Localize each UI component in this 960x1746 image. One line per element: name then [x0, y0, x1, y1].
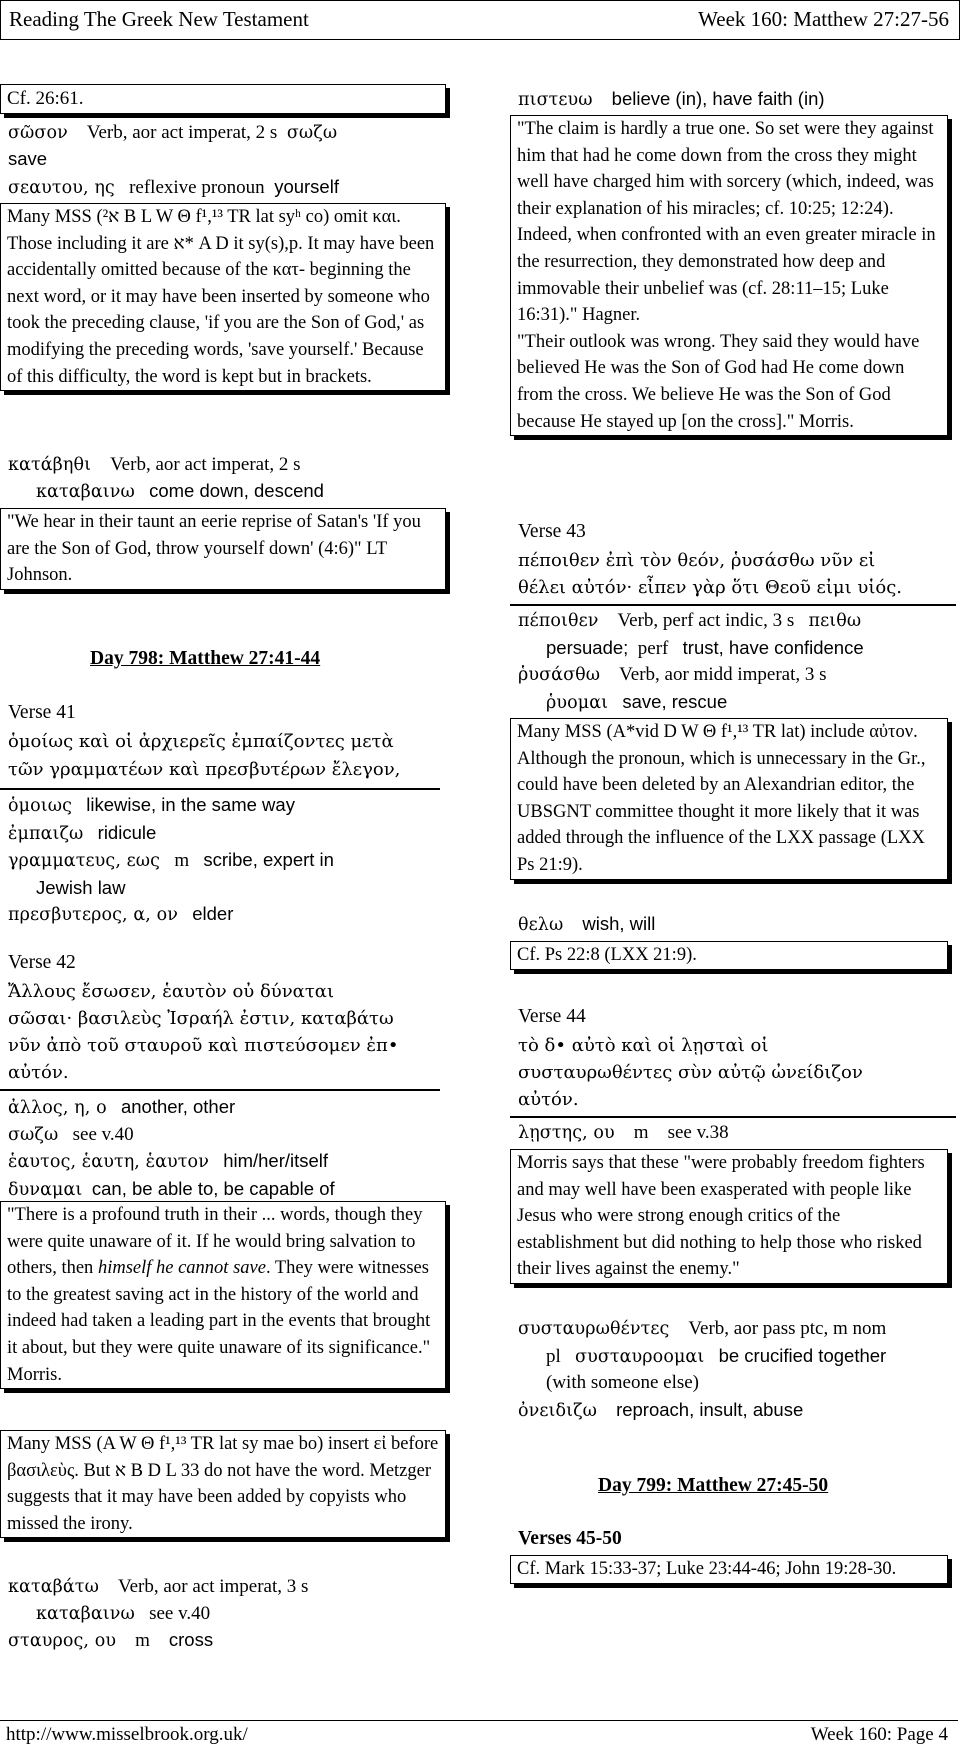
- greek-word: γραμματευς, εως: [8, 851, 161, 871]
- quote-italic: himself he cannot save: [97, 1258, 266, 1279]
- greek-word: ὁμοιως: [8, 796, 72, 816]
- verse-line: νῦν ἀπὸ τοῦ σταυροῦ καὶ πιστεύσομεν ἐπ•: [8, 1035, 399, 1056]
- greek-word: κατάβηθι: [8, 455, 92, 475]
- morris-quote-3: [510, 1149, 948, 1284]
- verse-line: πέποιθεν ἐπὶ τὸν θεόν, ῥυσάσθω νῦν εἰ: [518, 550, 876, 571]
- verse-line: αὐτόν.: [8, 1062, 69, 1083]
- vocab-item: [8, 1148, 442, 1176]
- verse-44-label: Verse 44: [518, 1006, 586, 1027]
- cf-ps-box: [510, 941, 948, 970]
- parse: Verb, aor midd imperat, 3 s: [619, 664, 827, 685]
- verse-line: Ἄλλους ἔσωσεν, ἑαυτὸν οὐ δύναται: [8, 981, 334, 1002]
- parse: Verb, aor act imperat, 3 s: [117, 1576, 309, 1597]
- verses-45-label: Verses 45-50: [518, 1528, 622, 1549]
- gloss: persuade;: [546, 636, 629, 658]
- gloss: yourself: [274, 176, 339, 197]
- verse-43-label: Verse 43: [518, 521, 586, 542]
- parse: Verb, aor pass ptc, m nom: [688, 1318, 887, 1339]
- footer-page: Week 160: Page 4: [810, 1724, 948, 1745]
- header-title: Reading The Greek New Testament: [9, 7, 309, 31]
- verse-line: ὁμοίως καὶ οἱ ἀρχιερεῖς ἐμπαίζοντες μετὰ: [8, 731, 394, 752]
- gloss: likewise, in the same way: [86, 794, 295, 815]
- vocab-item: [8, 1122, 442, 1149]
- textual-note-2: [0, 1430, 446, 1538]
- lexical-form: πειθω: [808, 611, 862, 631]
- parse: m: [135, 1630, 150, 1651]
- divider: [510, 1116, 956, 1118]
- gloss: believe (in), have faith (in): [611, 88, 825, 109]
- entry-katabethi: [8, 452, 438, 505]
- cf-text: Cf. Ps 22:8 (LXX 21:9).: [517, 945, 697, 965]
- page-header: [0, 0, 960, 40]
- greek-word: σῶσον: [8, 123, 68, 143]
- quote-text: "There is a profound truth in their ... words, though they were quite unaware of it. If he would bring salvation to others, then: [7, 1205, 423, 1279]
- cf-mark-box: [510, 1555, 948, 1584]
- parse: reflexive pronoun: [129, 177, 265, 198]
- verse-line: τῶν γραμματέων καὶ πρεσβυτέρων ἔλεγον,: [8, 759, 401, 780]
- entry-seautou: [8, 174, 438, 201]
- gloss: save, rescue: [622, 690, 728, 712]
- greek-word: πιστευω: [518, 90, 593, 110]
- verse-line: σῶσαι· βασιλεὺς Ἰσραήλ ἐστιν, καταβάτω: [8, 1008, 394, 1029]
- greek-word: ῥυσάσθω: [518, 665, 601, 685]
- parse: m: [633, 1122, 649, 1143]
- verse-41-text: [8, 728, 442, 784]
- footer-url[interactable]: http://www.misselbrook.org.uk/: [6, 1724, 248, 1745]
- parse: Verb, perf act indic, 3 s: [617, 610, 795, 631]
- day-799-heading: Day 799: Matthew 27:45-50: [598, 1475, 829, 1496]
- cf-text: Cf. Mark 15:33-37; Luke 23:44-46; John 19:28-30.: [517, 1559, 897, 1579]
- greek-word: θελω: [518, 915, 564, 935]
- entry-katabato: [8, 1574, 442, 1655]
- cf-text: Cf. 26:61.: [7, 88, 84, 109]
- textual-note-3: [510, 718, 948, 880]
- verse-44-text: [518, 1032, 954, 1113]
- gloss-cont: (with someone else): [546, 1372, 700, 1393]
- textual-note-text: Many MSS (א² B L W Θ f¹,¹³ TR lat syʰ co) omit και. Those including it are א* A D it sy(s),p. It may have been accidentally omitted because of the κατ- beginning the next word, or it may have been inserted by someone who took the preceding clause, 'if you are the Son of God,' as modifying the preceding words, 'save yourself.' Because of this difficulty, the word is kept but in brackets.: [7, 207, 435, 387]
- greek-word: σταυρος, ου: [8, 1631, 117, 1651]
- greek-word: πρεσβυτερος, α, ον: [8, 905, 178, 925]
- gloss: reproach, insult, abuse: [616, 1398, 804, 1420]
- verse-line: συσταυρωθέντες σὺν αὐτῷ ὠνείδιζον: [518, 1062, 863, 1083]
- lexical-form: ῥυομαι: [546, 692, 609, 713]
- greek-word: ἀλλος, η, ο: [8, 1098, 107, 1118]
- johnson-quote: [0, 508, 446, 590]
- gloss: wish, will: [582, 913, 656, 934]
- gloss: be crucified together: [718, 1344, 887, 1366]
- morris-quote-1: [0, 1201, 446, 1389]
- quote-text: "The claim is hardly a true one. So set were they against him that had he come down from the cross they might well have charged him with sorcery (which, indeed, was their explanation of his miracles; cf. 10:25; 12:24). Indeed, when confronted with an even greater miracle in the resurrection, they demonstrated how deep and immovable their unbelief was (cf. 28:11–15; Luke 16:31)." Hagner.: [517, 119, 936, 326]
- page-footer: [0, 1720, 958, 1745]
- header-week: Week 160: Matthew 27:27-56: [698, 7, 949, 31]
- quote-text: "Their outlook was wrong. They said they would have believed He was the Son of God had He come down from the cross. We believe He was the Son of God because He stayed up [on the cross]." Morris.: [517, 331, 920, 432]
- entry-thelo: [518, 911, 954, 938]
- vocab-item: [8, 792, 442, 820]
- verse-line: τὸ δ• αὐτὸ καὶ οἱ λῃσταὶ οἱ: [518, 1035, 769, 1056]
- greek-word: σεαυτου, ης: [8, 178, 115, 198]
- gloss: see v.40: [72, 1123, 134, 1145]
- entry-systauro: [518, 1316, 954, 1424]
- divider: [0, 788, 440, 790]
- lexical-form: καταβαινω: [36, 482, 135, 502]
- vocab-item: [8, 847, 442, 875]
- parse: m: [174, 850, 190, 871]
- verse-43-text: [518, 547, 954, 601]
- divider: [0, 1089, 440, 1091]
- entry-pepoithen: [518, 608, 954, 716]
- greek-word: καταβάτω: [8, 1577, 99, 1597]
- gloss: another, other: [120, 1096, 236, 1117]
- gloss-cont: Jewish law: [36, 876, 126, 898]
- hagner-quote: [510, 115, 948, 436]
- verse-41-label: Verse 41: [8, 702, 76, 723]
- lexical-form: συσταυροομαι: [575, 1346, 705, 1367]
- parse: Verb, aor act imperat, 2 s: [110, 454, 301, 475]
- entry-lestes: [518, 1120, 954, 1146]
- greek-word: δυναμαι: [8, 1179, 83, 1200]
- day-798-heading: Day 798: Matthew 27:41-44: [90, 648, 321, 669]
- gloss: can, be able to, be capable of: [91, 1177, 335, 1199]
- greek-word: ἐμπαιζω: [8, 823, 84, 844]
- parse: Verb, aor act imperat, 2 s: [86, 122, 278, 143]
- greek-word: ὀνειδιζω: [518, 1400, 598, 1421]
- greek-word: λῃστης, ου: [518, 1123, 615, 1143]
- vocab-item: [8, 901, 442, 929]
- verse-42-vocab: [8, 1094, 442, 1203]
- gloss: trust, have confidence: [682, 636, 864, 658]
- gloss: come down, descend: [149, 480, 324, 501]
- gloss: cross: [168, 1629, 214, 1650]
- verse-41-vocab: [8, 792, 442, 929]
- parse-cont: pl: [546, 1345, 561, 1367]
- lexical-form: σωζω: [286, 123, 338, 143]
- textual-note-text: Many MSS (A*vid D W Θ f¹,¹³ TR lat) include αὐτον. Although the pronoun, which is unnecessary in the Gr., could have been deleted by an Alexandrian editor, the UBSGNT committee thought it more likely that it was added through the influence of the LXX passage (LXX Ps 21:9).: [517, 722, 926, 875]
- textual-note-1: [0, 203, 446, 391]
- gloss-tense: perf: [637, 637, 669, 659]
- vocab-item: [8, 820, 442, 848]
- gloss: ridicule: [97, 821, 157, 843]
- quote-text: . They were witnesses to the greatest saving act in the history of the world and indeed had taken a leading part in the events that brought it about, but they were quite unaware of its significance." Morris.: [7, 1258, 431, 1385]
- greek-word: πέποιθεν: [518, 611, 599, 631]
- quote-text: Morris says that these "were probably freedom fighters and may well have been exasperated with people like Jesus who were strong enough critics of the establishment but did nothing to help those who risked their lives against the enemy.": [517, 1153, 925, 1280]
- cf-box: [0, 84, 446, 114]
- divider: [510, 604, 956, 606]
- verse-line: αὐτόν.: [518, 1089, 579, 1110]
- entry-pisteuo: [518, 86, 948, 113]
- verse-line: θέλει αὐτόν· εἶπεν γὰρ ὅτι Θεοῦ εἰμι υἱός.: [518, 577, 903, 598]
- quote-text: "We hear in their taunt an eerie reprise of Satan's 'If you are the Son of God, throw yourself down' (4:6)" LT Johnson.: [7, 512, 421, 585]
- gloss: save: [8, 148, 48, 169]
- gloss: see v.38: [667, 1122, 729, 1143]
- verse-42-text: [8, 978, 442, 1086]
- gloss: see v.40: [149, 1602, 211, 1624]
- greek-word: συσταυρωθέντες: [518, 1319, 670, 1339]
- textual-note-text: Many MSS (A W Θ f¹,¹³ TR lat sy mae bo) insert εἰ before βασιλεὺς. But א B D L 33 do not have the word. Metzger suggests that it may have been added by copyists who missed the irony.: [7, 1434, 439, 1534]
- gloss: scribe, expert in: [203, 849, 334, 870]
- gloss: him/her/itself: [223, 1150, 329, 1171]
- gloss: elder: [192, 903, 234, 924]
- greek-word: ἑαυτος, ἑαυτη, ἑαυτον: [8, 1152, 209, 1172]
- greek-word: σωζω: [8, 1124, 59, 1145]
- vocab-item: [8, 1094, 442, 1122]
- verse-42-label: Verse 42: [8, 952, 76, 973]
- vocab-item: [8, 1176, 442, 1204]
- lexical-form: καταβαινω: [36, 1603, 135, 1624]
- entry-soson: [8, 120, 438, 173]
